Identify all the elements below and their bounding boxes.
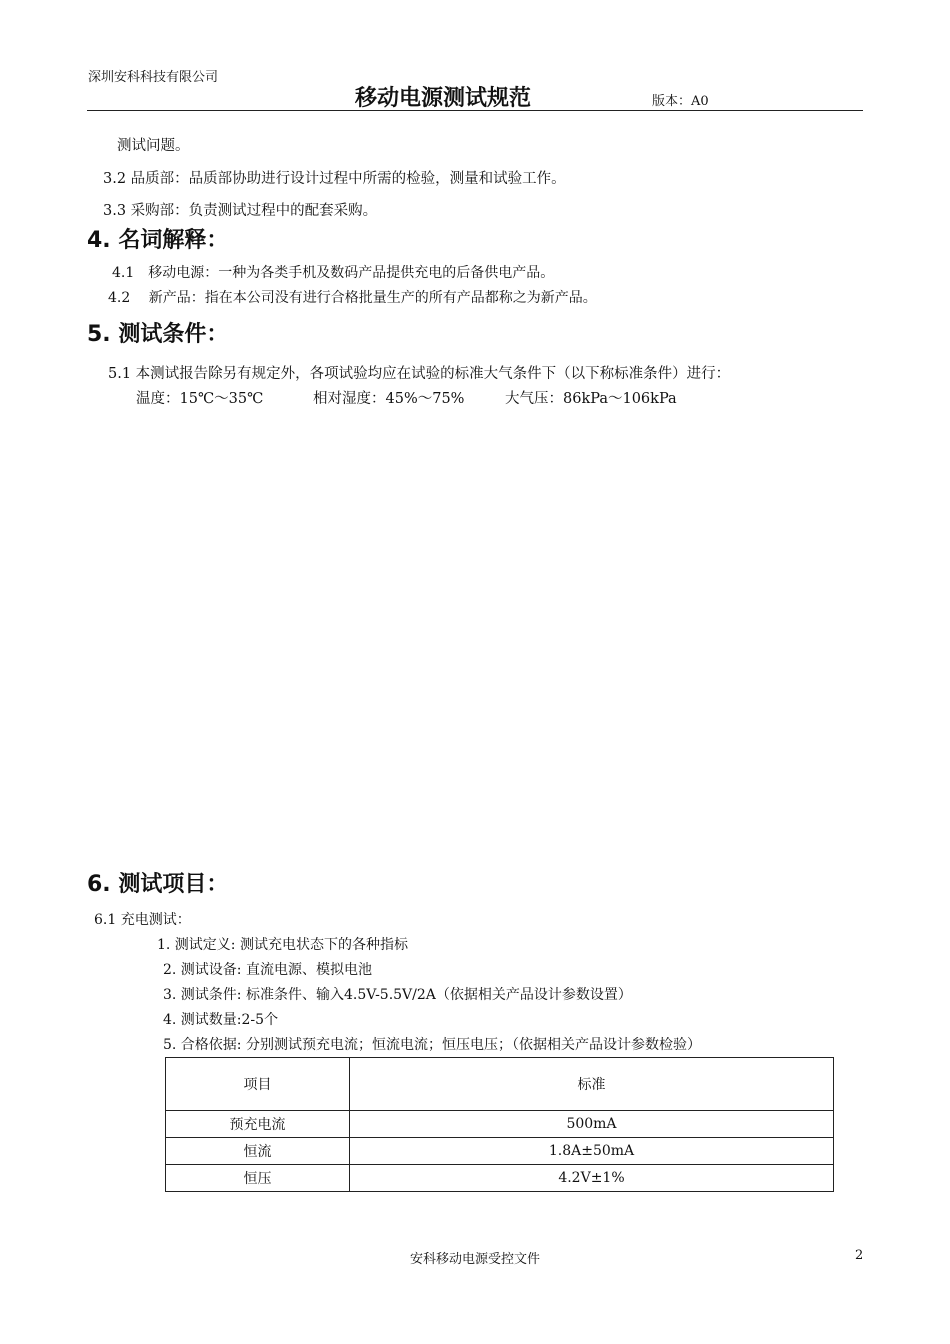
- company-name: 深圳安科科技有限公司: [88, 70, 219, 85]
- table-cell: 恒压: [166, 1165, 350, 1192]
- condition-humidity: 相对湿度：45%～75%: [313, 391, 465, 407]
- paragraph-5-1: 5.1 本测试报告除另有规定外，各项试验均应在试验的标准大气条件下（以下称标准条件）进行：: [108, 366, 731, 382]
- table-cell: 恒流: [166, 1138, 350, 1165]
- table-cell: 1.8A±50mA: [350, 1138, 834, 1165]
- paragraph-6-1: 6.1 充电测试：: [94, 912, 191, 928]
- footer-text: 安科移动电源受控文件: [409, 1252, 540, 1267]
- table-row: [166, 1165, 834, 1192]
- paragraph-3-3: 3.3 采购部：负责测试过程中的配套采购。: [103, 203, 378, 219]
- list-item: 3. 测试条件: 标准条件、输入4.5V-5.5V/2A（依据相关产品设计参数设置）: [163, 987, 632, 1003]
- header-divider: [87, 110, 863, 111]
- condition-pressure: 大气压：86kPa～106kPa: [505, 391, 677, 407]
- table-row: [166, 1111, 834, 1138]
- table-header-row: [166, 1058, 834, 1111]
- section-6-heading: 6. 测试项目：: [87, 872, 229, 897]
- list-item: 5. 合格依据: 分别测试预充电流；恒流电流；恒压电压；（依据相关产品设计参数检验）: [163, 1037, 701, 1053]
- table-header-standard: 标准: [350, 1058, 834, 1111]
- table-header-item: 项目: [166, 1058, 350, 1111]
- table-row: [166, 1138, 834, 1165]
- definition-4-2: 4.2 新产品：指在本公司没有进行合格批量生产的所有产品都称之为新产品。: [108, 290, 597, 306]
- list-item: 1. 测试定义: 测试充电状态下的各种指标: [157, 937, 408, 953]
- version-label: 版本：A0: [652, 94, 709, 109]
- document-title: 移动电源测试规范: [355, 86, 532, 111]
- page-number: 2: [855, 1248, 864, 1263]
- table-cell: 4.2V±1%: [350, 1165, 834, 1192]
- list-item: 2. 测试设备: 直流电源、模拟电池: [163, 962, 372, 978]
- paragraph-continuation: 测试问题。: [117, 138, 190, 154]
- condition-temperature: 温度：15℃～35℃: [136, 391, 264, 407]
- table-cell: 预充电流: [166, 1111, 350, 1138]
- charging-standards-table: [165, 1057, 834, 1192]
- list-item: 4. 测试数量:2-5个: [163, 1012, 279, 1028]
- section-5-heading: 5. 测试条件：: [87, 322, 229, 347]
- definition-4-1: 4.1 移动电源：一种为各类手机及数码产品提供充电的后备供电产品。: [112, 265, 555, 281]
- paragraph-3-2: 3.2 品质部：品质部协助进行设计过程中所需的检验，测量和试验工作。: [103, 171, 566, 187]
- section-4-heading: 4. 名词解释：: [87, 228, 229, 253]
- table-cell: 500mA: [350, 1111, 834, 1138]
